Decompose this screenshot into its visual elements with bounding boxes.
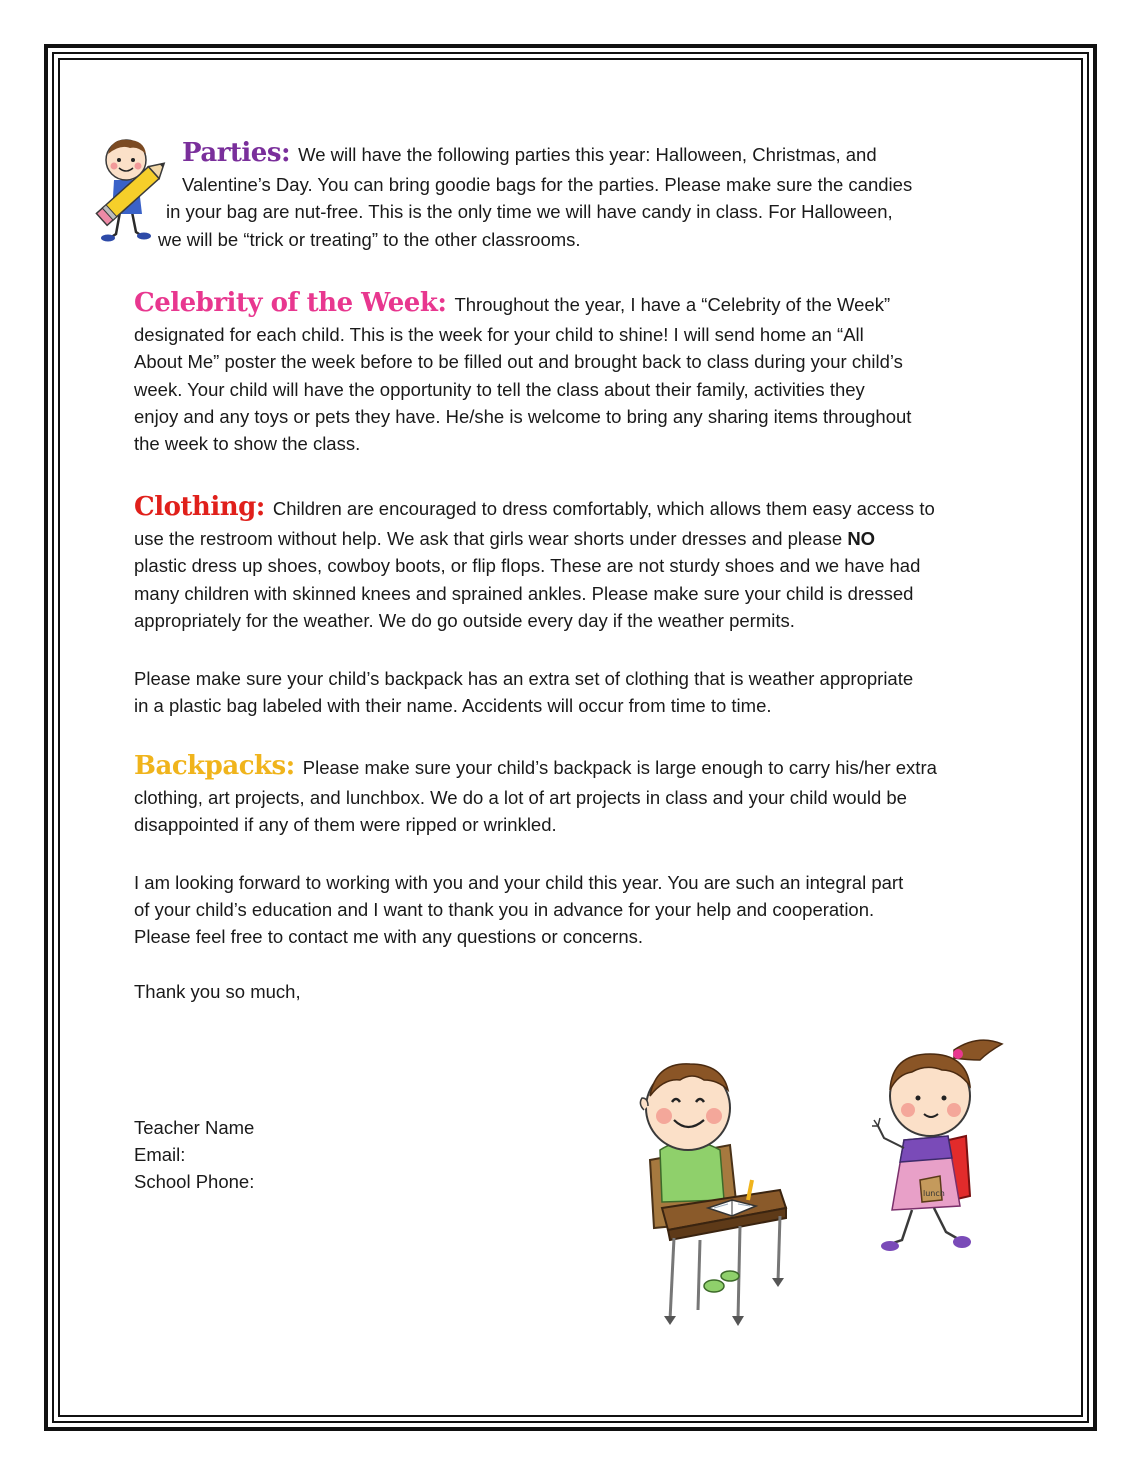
parties-line-1 bbox=[182, 140, 1062, 168]
parties-line-3: in your bag are nut-free. This is the only time we will have candy in class. For Halloween, bbox=[166, 201, 893, 223]
extra-clothing-paragraph bbox=[134, 665, 1014, 719]
signoff: Thank you so much, bbox=[134, 981, 301, 1002]
celebrity-heading: Celebrity of the Week: bbox=[134, 288, 447, 318]
closing-line-2: of your child’s education and I want to thank you in advance for your help and cooperation. bbox=[134, 899, 875, 921]
celebrity-line-6: the week to show the class. bbox=[134, 433, 361, 455]
teacher-name: Teacher Name bbox=[134, 1117, 255, 1138]
closing-line-1: I am looking forward to working with you and your child this year. You are such an integral part bbox=[134, 872, 904, 893]
clothing-line-3: plastic dress up shoes, cowboy boots, or flip flops. These are not sturdy shoes and we have had bbox=[134, 555, 921, 577]
clothing-section bbox=[134, 494, 1014, 634]
celebrity-line-3: About Me” poster the week before to be filled out and brought back to class during your child’s bbox=[134, 351, 903, 373]
backpacks-line-3: disappointed if any of them were ripped or wrinkled. bbox=[134, 814, 557, 836]
parties-text-1: We will have the following parties this year: Halloween, Christmas, and bbox=[298, 144, 877, 165]
celebrity-line-2: designated for each child. This is the week for your child to shine! I will send home an “All bbox=[134, 324, 864, 346]
celebrity-section bbox=[134, 290, 1014, 457]
backpacks-text-1: Please make sure your child’s backpack is large enough to carry his/her extra bbox=[302, 757, 937, 778]
extra-clothing-line-1: Please make sure your child’s backpack has an extra set of clothing that is weather appropriate bbox=[134, 668, 914, 689]
celebrity-line-5: enjoy and any toys or pets they have. He/she is welcome to bring any sharing items throughout bbox=[134, 405, 912, 427]
parties-section bbox=[134, 140, 1014, 253]
parties-line-2: Valentine’s Day. You can bring goodie bags for the parties. Please make sure the candies bbox=[182, 174, 913, 196]
clothing-line-5: appropriately for the weather. We do go outside every day if the weather permits. bbox=[134, 609, 795, 631]
backpacks-line-1 bbox=[134, 753, 1014, 781]
celebrity-text-1: Throughout the year, I have a “Celebrity of the Week” bbox=[454, 294, 891, 315]
lunch-bag-label: lunch bbox=[923, 1189, 945, 1198]
backpacks-heading: Backpacks: bbox=[134, 751, 295, 781]
closing-paragraph bbox=[134, 869, 1014, 951]
closing-line-3: Please feel free to contact me with any questions or concerns. bbox=[134, 926, 644, 948]
extra-clothing-line-2: in a plastic bag labeled with their name. Accidents will occur from time to time. bbox=[134, 695, 772, 717]
clothing-text-2: use the restroom without help. We ask that girls wear shorts under dresses and please bbox=[134, 528, 848, 550]
clothing-heading: Clothing: bbox=[134, 492, 265, 522]
clothing-line-1 bbox=[134, 494, 1014, 522]
backpacks-line-2: clothing, art projects, and lunchbox. We do a lot of art projects in class and your child would be bbox=[134, 787, 907, 809]
teacher-email: Email: bbox=[134, 1144, 186, 1166]
parties-line-4: we will be “trick or treating” to the other classrooms. bbox=[158, 228, 581, 250]
celebrity-line-4: week. Your child will have the opportunity to tell the class about their family, activities they bbox=[134, 378, 865, 400]
clothing-line-4: many children with skinned knees and sprained ankles. Please make sure your child is dressed bbox=[134, 582, 914, 604]
clothing-text-1: Children are encouraged to dress comfortably, which allows them easy access to bbox=[272, 498, 935, 519]
desk-boy-icon bbox=[630, 1050, 790, 1335]
school-phone: School Phone: bbox=[134, 1171, 255, 1193]
backpacks-section bbox=[134, 753, 1014, 839]
parties-heading: Parties: bbox=[182, 138, 291, 168]
clothing-no-emphasis: NO bbox=[847, 528, 876, 550]
clothing-line-2 bbox=[134, 525, 1014, 552]
celebrity-line-1 bbox=[134, 290, 1014, 318]
backpack-girl-icon bbox=[868, 1030, 1008, 1265]
